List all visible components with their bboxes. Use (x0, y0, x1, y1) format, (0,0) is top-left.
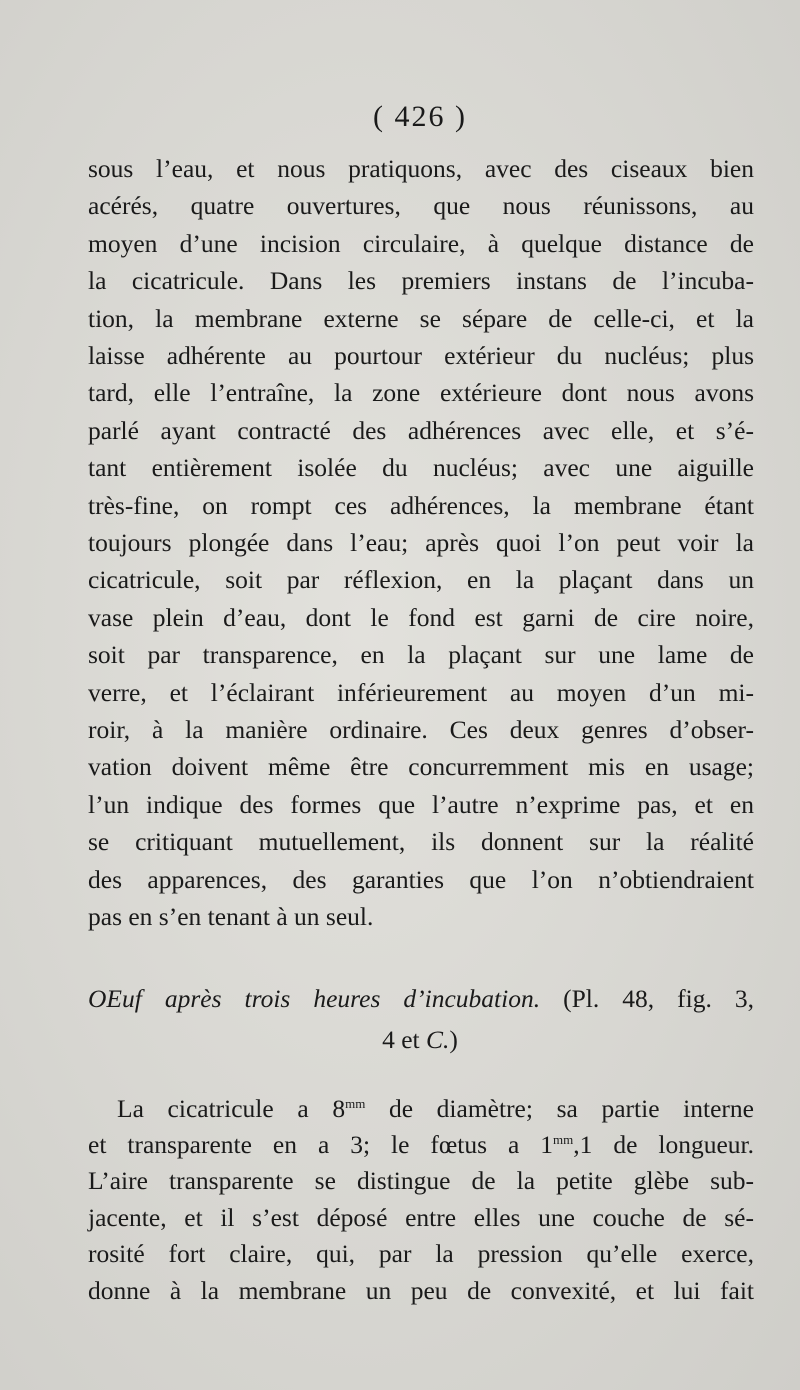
text-line: soit par transparence, en la plaçant sur une lame de (88, 640, 754, 670)
text-line: des apparences, des garanties que l’on n’obtiendraient (88, 864, 754, 894)
text-line: toujours plongée dans l’eau; après quoi l’on peut voir la (88, 528, 754, 557)
heading-italic: OEuf après trois heures d’incubation. (88, 984, 541, 1013)
text-line: cicatricule, soit par réflexion, en la plaçant dans un (88, 565, 754, 595)
text-line: laisse adhérente au pourtour extérieur du nucléus; plus (88, 341, 754, 370)
section-heading (88, 978, 754, 1020)
heading2-roman: 4 et (382, 1025, 420, 1054)
heading2-italic: C. (426, 1025, 450, 1054)
text-line: très-fine, on rompt ces adhérences, la membrane étant (88, 490, 754, 520)
p2-l1-a: La cicatricule a 8 (117, 1094, 346, 1123)
text-line: verre, et l’éclairant inférieurement au moyen d’un mi- (88, 677, 754, 707)
page-number: ( 426 ) (373, 100, 467, 133)
text-line: roir, à la manière ordinaire. Ces deux genres d’obser- (88, 715, 754, 744)
text-line: tion, la membrane externe se sépare de celle-ci, et la (88, 303, 754, 333)
p2-l1-sup: mm (345, 1096, 366, 1111)
text-line: acérés, quatre ouvertures, que nous réunissons, au (88, 191, 754, 221)
text-line: jacente, et il s’est déposé entre elles une couche de sé- (88, 1202, 754, 1232)
p2-l2-sup: mm (553, 1132, 574, 1147)
text-line: l’un indique des formes que l’autre n’exprime pas, et en (88, 789, 754, 819)
text-line: sous l’eau, et nous pratiquons, avec des ciseaux bien (88, 154, 754, 183)
text-line: vase plein d’eau, dont le fond est garni de cire noire, (88, 602, 754, 632)
heading-plate-ref: (Pl. 48, fig. 3, (563, 984, 754, 1013)
text-line: pas en s’en tenant à un seul. (88, 902, 374, 931)
text-line: parlé ayant contracté des adhérences avec elle, et s’é- (88, 415, 754, 445)
text-line: vation doivent même être concurremment mis en usage; (88, 752, 754, 782)
p2-l2-a: et transparente en a 3; le fœtus a 1 (88, 1130, 554, 1159)
text-line: se critiquant mutuellement, ils donnent sur la réalité (88, 827, 754, 857)
text-line: moyen d’une incision circulaire, à quelque distance de (88, 228, 754, 258)
text-line: tard, elle l’entraîne, la zone extérieure dont nous avons (88, 378, 754, 408)
text-line: L’aire transparente se distingue de la petite glèbe sub- (88, 1166, 754, 1195)
text-line: rosité fort claire, qui, par la pression qu’elle exerce, (88, 1239, 754, 1268)
section-heading-continuation (0, 1020, 800, 1060)
text-line: la cicatricule. Dans les premiers instans de l’incuba- (88, 266, 754, 296)
paragraph-2-line-2 (88, 1126, 754, 1164)
heading2-close: ) (449, 1025, 458, 1054)
p2-l2-b: ,1 de longueur. (573, 1130, 755, 1159)
text-line: donne à la membrane un peu de convexité, et lui fait (88, 1275, 754, 1305)
p2-l1-b: de diamètre; sa partie interne (365, 1094, 754, 1123)
paragraph-2-line-1 (117, 1090, 754, 1128)
text-line: tant entièrement isolée du nucléus; avec une aiguille (88, 453, 754, 483)
